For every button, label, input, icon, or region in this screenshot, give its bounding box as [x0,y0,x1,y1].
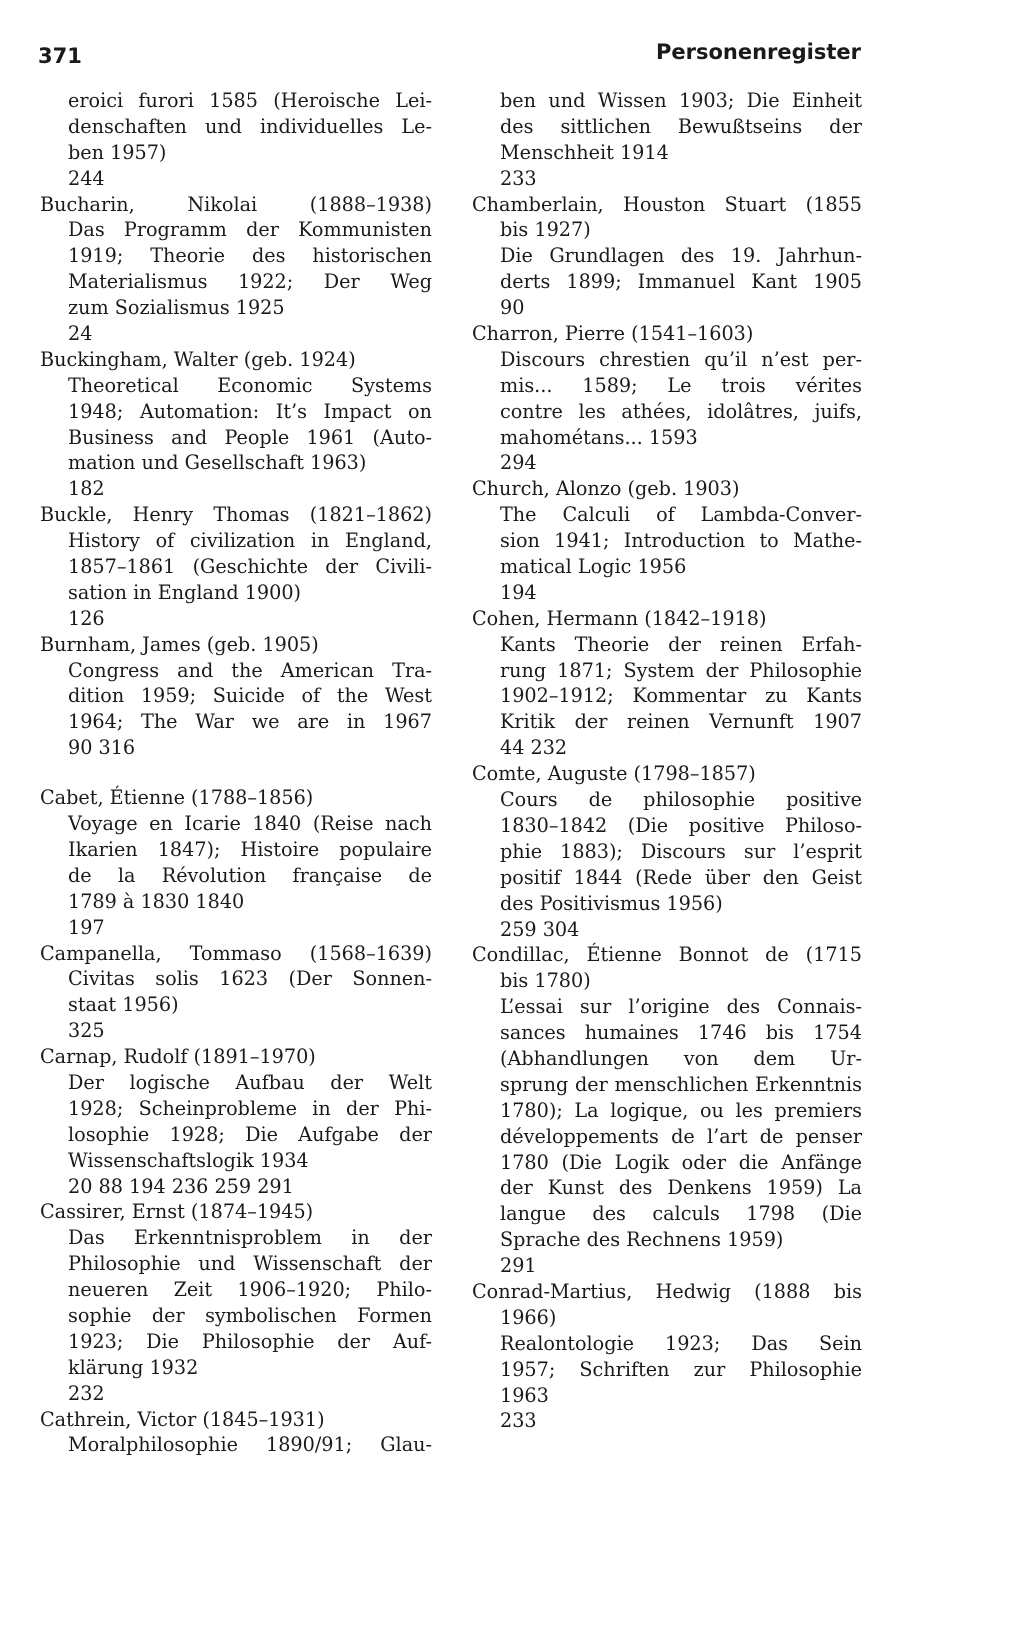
entry-detail-line: bis 1780) [500,969,591,993]
entry-detail-line: Kants Theorie der reinen Erfah- [500,632,862,656]
entry-heading-line: Cathrein, Victor (1845–1931) [40,1407,325,1431]
entry-detail-line: sprung der menschlichen Erkenntnis [500,1072,862,1096]
entry-detail-line: mahométans... 1593 [500,425,698,449]
entry-detail-line: sation in England 1900) [68,580,302,604]
index-entry [40,1044,432,1199]
entry-heading-line: Carnap, Rudolf (1891–1970) [40,1045,316,1069]
entry-detail-line: Discours chrestien qu’il n’est per- [500,347,862,371]
index-entry [40,502,432,631]
entry-detail-line: 1957; Schriften zur Philosophie [500,1357,862,1381]
entry-detail-line: 291 [500,1254,537,1278]
index-entry [472,942,862,1279]
entry-detail-line: 197 [68,915,105,939]
entry-heading-line: Buckle, Henry Thomas (1821–1862) [40,503,432,527]
entry-detail-line: 126 [68,606,105,630]
index-column-left [40,88,432,1458]
entry-detail-line: Civitas solis 1623 (Der Sonnen- [68,967,432,991]
entry-heading-line: Cassirer, Ernst (1874–1945) [40,1200,314,1224]
entry-detail-line: denschaften und individuelles Le- [68,114,432,138]
entry-detail-line: 182 [68,477,105,501]
entry-detail-line: ben 1957) [68,140,167,164]
entry-detail-line: Menschheit 1914 [500,140,669,164]
entry-detail-line: der Kunst des Denkens 1959) La [500,1176,862,1200]
entry-detail-line: rung 1871; System der Philosophie [500,658,862,682]
entry-detail-line: klärung 1932 [68,1355,199,1379]
entry-detail-line: 1966) [500,1305,557,1329]
entry-detail-line: des sittlichen Bewußtseins der [500,114,862,138]
entry-detail-line: Das Programm der Kommunisten [68,218,432,242]
entry-detail-line: 1923; Die Philosophie der Auf- [68,1329,432,1353]
entry-detail-line: 90 [500,296,525,320]
entry-detail-line: losophie 1928; Die Aufgabe der [68,1122,432,1146]
entry-detail-line: 233 [500,166,537,190]
entry-detail-line: zum Sozialismus 1925 [68,296,285,320]
running-title: Personenregister [655,40,861,64]
entry-heading-line: Comte, Auguste (1798–1857) [472,762,756,786]
entry-heading-line: Charron, Pierre (1541–1603) [472,322,754,346]
entry-heading-line: Campanella, Tommaso (1568–1639) [40,941,432,965]
entry-detail-line: 1789 à 1830 1840 [68,889,245,913]
entry-detail-line: de la Révolution française de [68,863,432,887]
entry-detail-line: bis 1927) [500,218,591,242]
index-entry [472,761,862,942]
entry-detail-line: 1902–1912; Kommentar zu Kants [500,684,862,708]
entry-detail-line: Voyage en Icarie 1840 (Reise nach [68,812,432,836]
entry-detail-line: 244 [68,166,105,190]
entry-heading-line: Bucharin, Nikolai (1888–1938) [40,192,432,216]
entry-detail-line: ben und Wissen 1903; Die Einheit [500,89,862,112]
index-entry [472,476,862,605]
entry-detail-line: 20 88 194 236 259 291 [68,1174,294,1198]
entry-detail-line: eroici furori 1585 (Heroische Lei- [68,89,432,112]
index-entry [472,88,862,192]
index-entry [40,785,432,940]
entry-heading-line: Condillac, Étienne Bonnot de (1715 [472,943,862,967]
entry-detail-line: The Calculi of Lambda-Conver- [500,503,862,527]
entry-heading-line: Cabet, Étienne (1788–1856) [40,786,314,810]
entry-detail-line: 44 232 [500,736,568,760]
entry-detail-line: Cours de philosophie positive [500,788,862,812]
entry-detail-line: sophie der symbolischen Formen [68,1303,432,1327]
entry-detail-line: 1780); La logique, ou les premiers [500,1098,862,1122]
entry-detail-line: sion 1941; Introduction to Mathe- [500,529,862,553]
entry-detail-line: Der logische Aufbau der Welt [68,1070,432,1094]
entry-detail-line: sances humaines 1746 bis 1754 [500,1021,862,1045]
entry-detail-line: Business and People 1961 (Auto- [68,425,432,449]
index-entry [472,606,862,761]
entry-detail-line: 1963 [500,1383,549,1407]
entry-detail-line: mis... 1589; Le trois vérites [500,373,862,397]
entry-detail-line: Congress and the American Tra- [68,658,432,682]
entry-detail-line: 232 [68,1381,105,1405]
index-entry [40,88,432,192]
index-entry [472,321,862,476]
index-entry [40,1199,432,1406]
entry-detail-line: Moralphilosophie 1890/91; Glau- [68,1433,432,1457]
entry-detail-line: langue des calculs 1798 (Die [500,1202,862,1226]
index-entry [40,347,432,502]
page-number: 371 [38,44,82,68]
index-entry [40,1407,432,1459]
index-column-right [472,88,862,1434]
entry-detail-line: (Abhandlungen von dem Ur- [500,1046,862,1070]
index-entry [40,941,432,1045]
entry-detail-line: contre les athées, idolâtres, juifs, [500,399,862,423]
entry-detail-line: 1830–1842 (Die positive Philoso- [500,813,862,837]
entry-detail-line: 294 [500,451,537,475]
index-entry [472,192,862,321]
entry-detail-line: 1964; The War we are in 1967 [68,710,432,734]
entry-heading-line: Chamberlain, Houston Stuart (1855 [472,192,862,216]
entry-detail-line: Die Grundlagen des 19. Jahrhun- [500,244,862,268]
entry-detail-line: mation und Gesellschaft 1963) [68,451,367,475]
entry-detail-line: 259 304 [500,917,580,941]
entry-detail-line: phie 1883); Discours sur l’esprit [500,839,862,863]
entry-detail-line: 233 [500,1409,537,1433]
entry-detail-line: Das Erkenntnisproblem in der [68,1226,432,1250]
entry-detail-line: Philosophie und Wissenschaft der [68,1252,432,1276]
entry-detail-line: Wissenschaftslogik 1934 [68,1148,309,1172]
entry-detail-line: Ikarien 1847); Histoire populaire [68,837,432,861]
entry-detail-line: des Positivismus 1956) [500,891,723,915]
entry-heading-line: Burnham, James (geb. 1905) [40,632,319,656]
entry-detail-line: 1948; Automation: It’s Impact on [68,399,432,423]
entry-detail-line: développements de l’art de penser [500,1124,862,1148]
entry-detail-line: derts 1899; Immanuel Kant 1905 [500,270,862,294]
entry-heading-line: Church, Alonzo (geb. 1903) [472,477,740,501]
entry-detail-line: 325 [68,1019,105,1043]
entry-detail-line: 194 [500,580,537,604]
entry-detail-line: dition 1959; Suicide of the West [68,684,432,708]
entry-detail-line: History of civilization in England, [68,529,432,553]
entry-detail-line: Realontologie 1923; Das Sein [500,1331,862,1355]
entry-heading-line: Buckingham, Walter (geb. 1924) [40,347,356,371]
entry-detail-line: Kritik der reinen Vernunft 1907 [500,710,862,734]
index-entry [472,1279,862,1434]
index-entry [40,192,432,347]
entry-detail-line: Materialismus 1922; Der Weg [68,270,432,294]
entry-detail-line: neueren Zeit 1906–1920; Philo- [68,1278,432,1302]
entry-detail-line: staat 1956) [68,993,179,1017]
entry-detail-line: 1928; Scheinprobleme in der Phi- [68,1096,432,1120]
entry-detail-line: 90 316 [68,736,136,760]
entry-detail-line: L’essai sur l’origine des Connais- [500,995,862,1019]
index-entry [40,632,432,761]
entry-heading-line: Cohen, Hermann (1842–1918) [472,606,767,630]
entry-detail-line: matical Logic 1956 [500,555,687,579]
entry-heading-line: Conrad-Martius, Hedwig (1888 bis [472,1279,862,1303]
entry-detail-line: positif 1844 (Rede über den Geist [500,865,862,889]
entry-detail-line: 1780 (Die Logik oder die Anfänge [500,1150,862,1174]
entry-detail-line: 1857–1861 (Geschichte der Civili- [68,555,432,579]
entry-detail-line: Sprache des Rechnens 1959) [500,1228,784,1252]
entry-detail-line: 24 [68,322,93,346]
entry-detail-line: Theoretical Economic Systems [68,373,432,397]
entry-detail-line: 1919; Theorie des historischen [68,244,432,268]
